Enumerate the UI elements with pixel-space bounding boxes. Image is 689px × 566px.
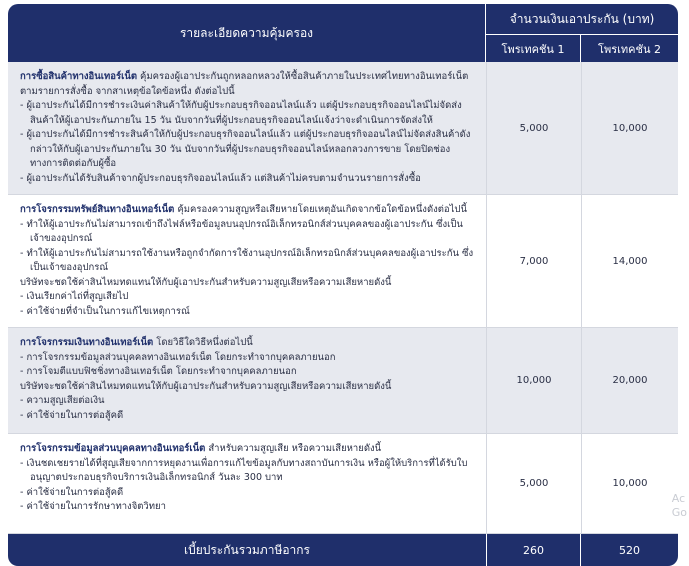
plan1-amount: 7,000 [486, 195, 581, 328]
coverage-line: - เงินชดเชยรายได้ที่สูญเสียจากการหยุดงานเพื่อการแก้ไขข้อมูลกับทางสถาบันการเงิน หรือผู้ให้บริการที่ได้รับใบอนุญาตประกอบธุรกิจบริการเงินอิเล็กทรอนิกส์ วันละ 300 บาท [20, 457, 468, 483]
plan1-amount: 5,000 [486, 434, 581, 534]
coverage-line: บริษัทจะชดใช้ค่าสินไหมทดแทนให้กับผู้เอาประกันสำหรับความสูญเสียหรือความเสียหายดังนี้ [20, 380, 392, 392]
coverage-description [8, 62, 486, 195]
watermark-line1: Ac [671, 492, 686, 505]
coverage-line: - ผู้เอาประกันได้มีการชำระเงินค่าสินค้าให้กับผู้ประกอบธุรกิจออนไลน์แล้ว แต่ผู้ประกอบธุรกิจออนไลน์ไม่จัดส่งสินค้าให้ผู้เอาประกันภายใน 15 วัน นับจากวันที่ผู้ประกอบธุรกิจออนไลน์แจ้งว่าจะดำเนินการจัดส่งให้ [20, 100, 462, 126]
coverage-description [8, 434, 486, 534]
coverage-line: - เงินเรียกค่าไถ่ที่สูญเสียไป [20, 291, 129, 302]
coverage-description [8, 328, 486, 434]
activation-watermark [672, 492, 687, 520]
plan2-amount: 10,000 [581, 62, 678, 195]
coverage-table [8, 4, 678, 566]
plan1-amount: 5,000 [486, 62, 581, 195]
coverage-title: การโจรกรรมข้อมูลส่วนบุคคลทางอินเทอร์เน็ต [20, 443, 206, 454]
coverage-title: การซื้อสินค้าทางอินเทอร์เน็ต [20, 71, 137, 82]
detail-header: รายละเอียดความคุ้มครอง [8, 4, 486, 62]
coverage-line: - ค่าใช้จ่ายในการรักษาทางจิตวิทยา [20, 501, 166, 512]
coverage-line: - ความสูญเสียต่อเงิน [20, 395, 105, 406]
plan2-header: โพรเทคชัน 2 [581, 35, 678, 62]
coverage-line: - ค่าใช้จ่ายในการต่อสู้คดี [20, 486, 124, 498]
plan2-amount: 20,000 [581, 328, 678, 434]
coverage-line: บริษัทจะชดใช้ค่าสินไหมทดแทนให้กับผู้เอาประกันสำหรับความสูญเสียหรือความเสียหายดังนี้ [20, 276, 392, 288]
watermark-line2: Go [671, 506, 687, 519]
coverage-line: - ค่าใช้จ่ายที่จำเป็นในการแก้ไขเหตุการณ์ [20, 305, 190, 317]
table-row [8, 62, 678, 195]
premium-plan1: 260 [486, 534, 581, 566]
coverage-line: - ผู้เอาประกันได้มีการชำระสินค้าให้กับผู้ประกอบธุรกิจออนไลน์แล้ว แต่ผู้ประกอบธุรกิจออนไลน์ไม่จัดส่งสินค้าดังกล่าวให้กับผู้เอาประกันภายใน 30 วัน นับจากวันที่ผู้ประกอบธุรกิจออนไลน์หลอกลวงการขาย โดยปิดช่องทางการติดต่อกับผู้ซื้อ [20, 129, 471, 169]
premium-label: เบี้ยประกันรวมภาษีอากร [8, 534, 486, 566]
premium-row [8, 534, 678, 566]
premium-plan2: 520 [581, 534, 678, 566]
plan1-header: โพรเทคชัน 1 [486, 35, 581, 62]
table-row [8, 328, 678, 434]
coverage-line: - ทำให้ผู้เอาประกันไม่สามารถใช้งานหรือถูกจำกัดการใช้งานอุปกรณ์อิเล็กทรอนิกส์ส่วนบุคคลของผู้เอาประกัน ซึ่งเป็นเจ้าของอุปกรณ์ [20, 247, 474, 273]
plan1-amount: 10,000 [486, 328, 581, 434]
coverage-line: - ทำให้ผู้เอาประกันไม่สามารถเข้าถึงไฟล์หรือข้อมูลบนอุปกรณ์อิเล็กทรอนิกส์ส่วนบุคคลของผู้เอาประกัน ซึ่งเป็นเจ้าของอุปกรณ์ [20, 218, 463, 244]
coverage-title: การโจรกรรมทรัพย์สินทางอินเทอร์เน็ต [20, 204, 175, 215]
coverage-intro: โดยวิธีใดวิธีหนึ่งต่อไปนี้ [153, 337, 253, 348]
coverage-line: - ค่าใช้จ่ายในการต่อสู้คดี [20, 409, 124, 421]
coverage-intro: คุ้มครองผู้เอาประกันถูกหลอกหลวงให้ซื้อสินค้าภายในประเทศไทยทางอินเทอร์เน็ต ตามรายการสั่งซื้อ จากสาเหตุข้อใดข้อหนึ่ง ดังต่อไปนี้ [20, 71, 469, 97]
coverage-title: การโจรกรรมเงินทางอินเทอร์เน็ต [20, 337, 154, 348]
coverage-description [8, 195, 486, 328]
coverage-line: - การโจรกรรมข้อมูลส่วนบุคคลทางอินเทอร์เน็ต โดยกระทำจากบุคคลภายนอก [20, 351, 336, 363]
plan2-amount: 14,000 [581, 195, 678, 328]
amount-header: จำนวนเงินเอาประกัน (บาท) [486, 4, 678, 35]
coverage-intro: คุ้มครองความสูญหรือเสียหายโดยเหตุอันเกิดจากข้อใดข้อหนึ่งดังต่อไปนี้ [174, 204, 467, 215]
coverage-line: - การโจมตีแบบฟิชชิ่งทางอินเทอร์เน็ต โดยกระทำจากบุคคลภายนอก [20, 366, 297, 377]
table-row [8, 195, 678, 328]
plan2-amount: 10,000 [581, 434, 678, 534]
coverage-intro: สำหรับความสูญเสีย หรือความเสียหายดังนี้ [205, 443, 382, 454]
table-row [8, 434, 678, 534]
coverage-line: - ผู้เอาประกันได้รับสินค้าจากผู้ประกอบธุรกิจออนไลน์แล้ว แต่สินค้าไม่ครบตามจำนวนรายการสั่งซื้อ [20, 172, 421, 184]
